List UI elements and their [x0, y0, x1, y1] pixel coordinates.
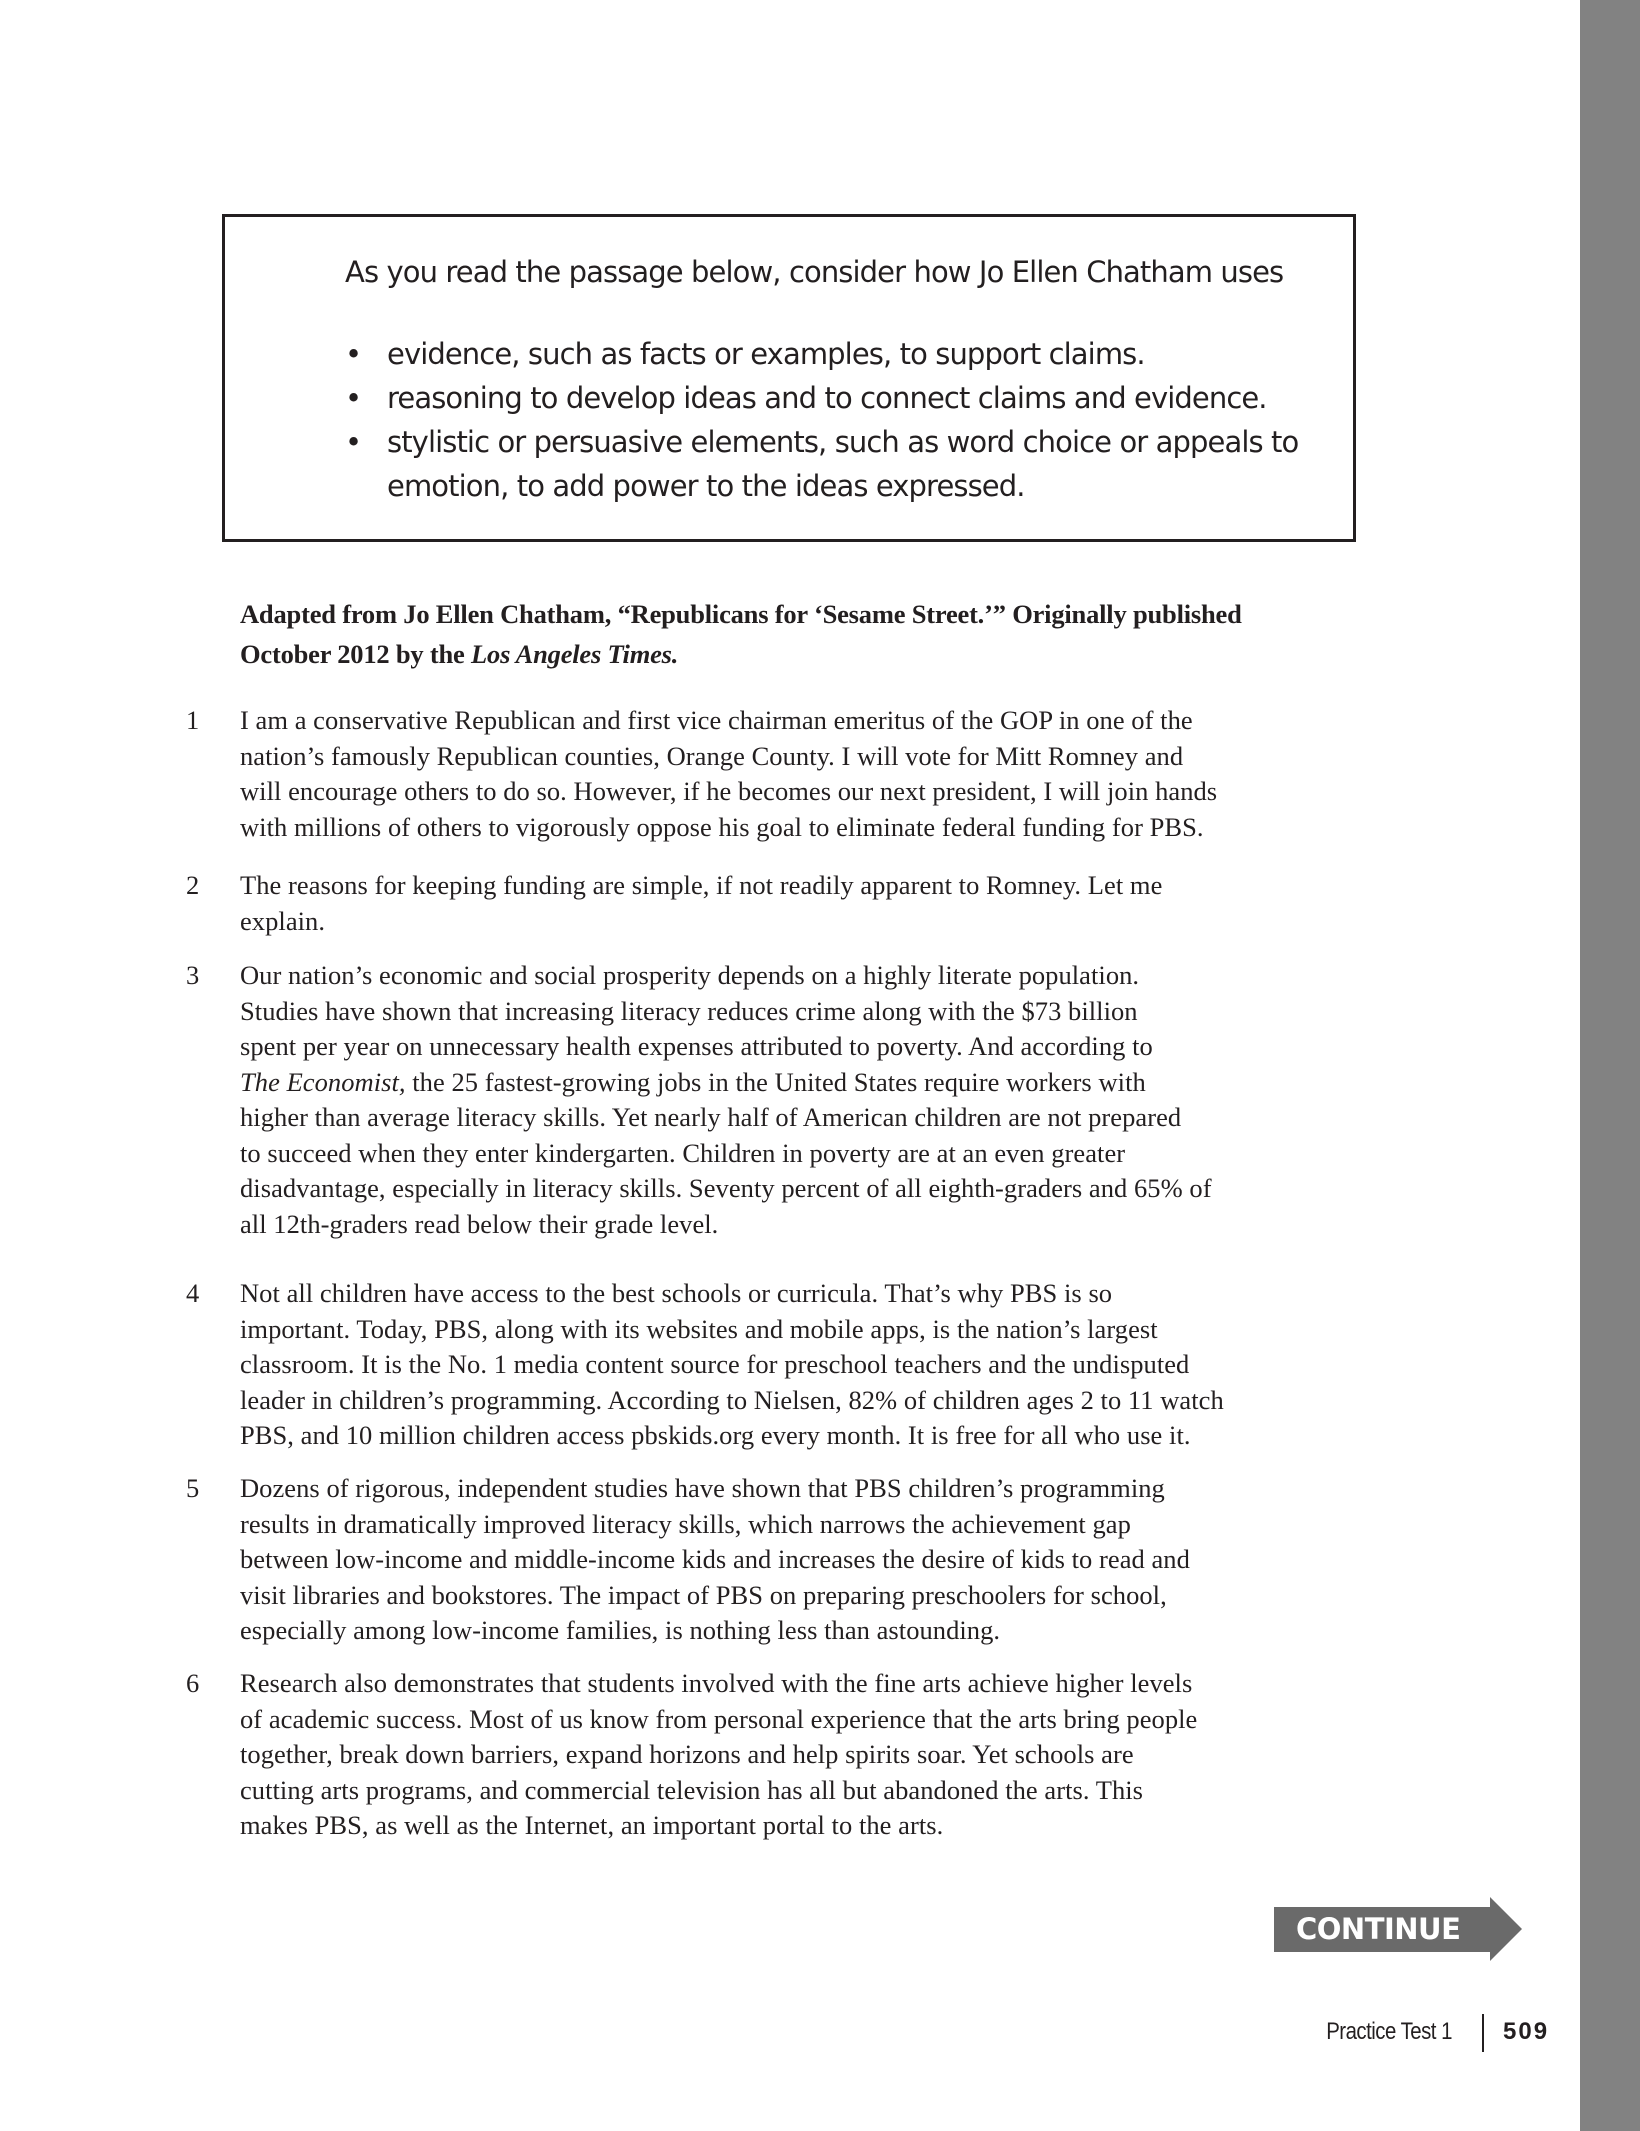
bullet-text: reasoning to develop ideas and to connect claims and evidence. [387, 381, 1267, 415]
passage-paragraph [186, 703, 1366, 845]
side-tab-edge [1580, 0, 1640, 2131]
paragraph-line: spent per year on unnecessary health expenses attributed to poverty. And according to [240, 1031, 1153, 1061]
paragraph-line: Studies have shown that increasing literacy reduces crime along with the $73 billion [240, 995, 1138, 1026]
paragraph-line: of academic success. Most of us know from personal experience that the arts bring people [240, 1703, 1198, 1734]
paragraph-line: all 12th-graders read below their grade level. [240, 1208, 719, 1239]
page-footer [1300, 2014, 1550, 2054]
prompt-bullet-list [345, 332, 1335, 508]
paragraph-number: 3 [186, 960, 200, 990]
bullet-text-continued: emotion, to add power to the ideas expressed. [387, 469, 1025, 503]
passage-paragraph [186, 868, 1366, 939]
paragraph-line: classroom. It is the No. 1 media content source for preschool teachers and the undisputed [240, 1349, 1190, 1379]
source-citation [240, 594, 1360, 674]
paragraph-number: 6 [186, 1668, 200, 1698]
paragraph-line: with millions of others to vigorously oppose his goal to eliminate federal funding for PBS. [240, 811, 1204, 842]
bullet-icon: • [345, 425, 362, 459]
paragraph-line: results in dramatically improved literacy skills, which narrows the achievement gap [240, 1508, 1131, 1539]
page-number: 509 [1503, 2018, 1550, 2045]
paragraph-line: Not all children have access to the best schools or curricula. That’s why PBS is so [240, 1278, 1113, 1308]
paragraph-line: nation’s famously Republican counties, Orange County. I will vote for Mitt Romney and [240, 740, 1184, 771]
bullet-icon: • [345, 337, 362, 371]
bullet-text: evidence, such as facts or examples, to support claims. [387, 337, 1145, 371]
paragraph-number: 5 [186, 1473, 200, 1503]
prompt-box [222, 214, 1356, 542]
prompt-bullet-item [345, 376, 1335, 420]
prompt-bullet-item [345, 332, 1335, 376]
paragraph-number: 2 [186, 870, 200, 900]
prompt-intro: As you read the passage below, consider how Jo Ellen Chatham uses [345, 255, 1284, 289]
paragraph-body [240, 868, 1366, 939]
paragraph-line: higher than average literacy skills. Yet nearly half of American children are not prepared [240, 1102, 1182, 1132]
paragraph-line: especially among low-income families, is nothing less than astounding. [240, 1615, 1001, 1645]
publication-title: The Economist, [240, 1066, 406, 1097]
paragraph-line: visit libraries and bookstores. The impact of PBS on preparing preschoolers for school, [240, 1579, 1167, 1610]
prompt-bullet-item [345, 420, 1335, 508]
paragraph-line: PBS, and 10 million children access pbskids.org every month. It is free for all who use it. [240, 1420, 1191, 1450]
paragraph-body [240, 958, 1366, 1242]
paragraph-line [240, 1065, 1366, 1101]
bullet-icon: • [345, 381, 362, 415]
source-line-1: Adapted from Jo Ellen Chatham, “Republicans for ‘Sesame Street.’” Originally published [240, 599, 1242, 629]
section-title: Practice Test 1 [1326, 2018, 1452, 2045]
paragraph-line: between low-income and middle-income kids and increases the desire of kids to read and [240, 1544, 1190, 1574]
passage-paragraph [186, 1471, 1366, 1649]
paragraph-line: disadvantage, especially in literacy skills. Seventy percent of all eighth-graders and 65% of [240, 1173, 1212, 1203]
bullet-text: stylistic or persuasive elements, such as word choice or appeals to [387, 425, 1299, 459]
paragraph-line: to succeed when they enter kindergarten. Children in poverty are at an even greater [240, 1137, 1126, 1168]
passage-paragraph [186, 1666, 1366, 1844]
paragraph-line: cutting arts programs, and commercial television has all but abandoned the arts. This [240, 1774, 1144, 1805]
publication-title: Los Angeles Times. [471, 639, 679, 669]
passage-paragraph [186, 1276, 1366, 1454]
continue-button[interactable] [1274, 1897, 1524, 1961]
footer-divider [1482, 2014, 1484, 2052]
paragraph-body [240, 1276, 1366, 1454]
paragraph-number: 1 [186, 705, 200, 735]
paragraph-line: important. Today, PBS, along with its websites and mobile apps, is the nation’s largest [240, 1313, 1158, 1344]
paragraph-line: will encourage others to do so. However, if he becomes our next president, I will join hands [240, 776, 1218, 806]
paragraph-body [240, 1471, 1366, 1649]
paragraph-line: explain. [240, 905, 326, 936]
paragraph-body [240, 703, 1366, 845]
continue-label: CONTINUE [1296, 1912, 1461, 1946]
paragraph-body [240, 1666, 1366, 1844]
paragraph-line: makes PBS, as well as the Internet, an important portal to the arts. [240, 1810, 944, 1840]
paragraph-line: Our nation’s economic and social prosperity depends on a highly literate population. [240, 960, 1140, 990]
paragraph-line: I am a conservative Republican and first vice chairman emeritus of the GOP in one of the [240, 705, 1193, 735]
paragraph-line: leader in children’s programming. According to Nielsen, 82% of children ages 2 to 11 watch [240, 1384, 1224, 1415]
paragraph-number: 4 [186, 1278, 200, 1308]
passage-paragraph [186, 958, 1366, 1242]
paragraph-line: Research also demonstrates that students involved with the fine arts achieve higher levels [240, 1668, 1193, 1698]
paragraph-line-text: the 25 fastest-growing jobs in the United States require workers with [412, 1066, 1146, 1097]
paragraph-line: The reasons for keeping funding are simple, if not readily apparent to Romney. Let me [240, 870, 1163, 900]
paragraph-line: together, break down barriers, expand horizons and help spirits soar. Yet schools are [240, 1739, 1134, 1769]
source-line-2: October 2012 by the [240, 639, 472, 669]
paragraph-line: Dozens of rigorous, independent studies have shown that PBS children’s programming [240, 1473, 1165, 1503]
